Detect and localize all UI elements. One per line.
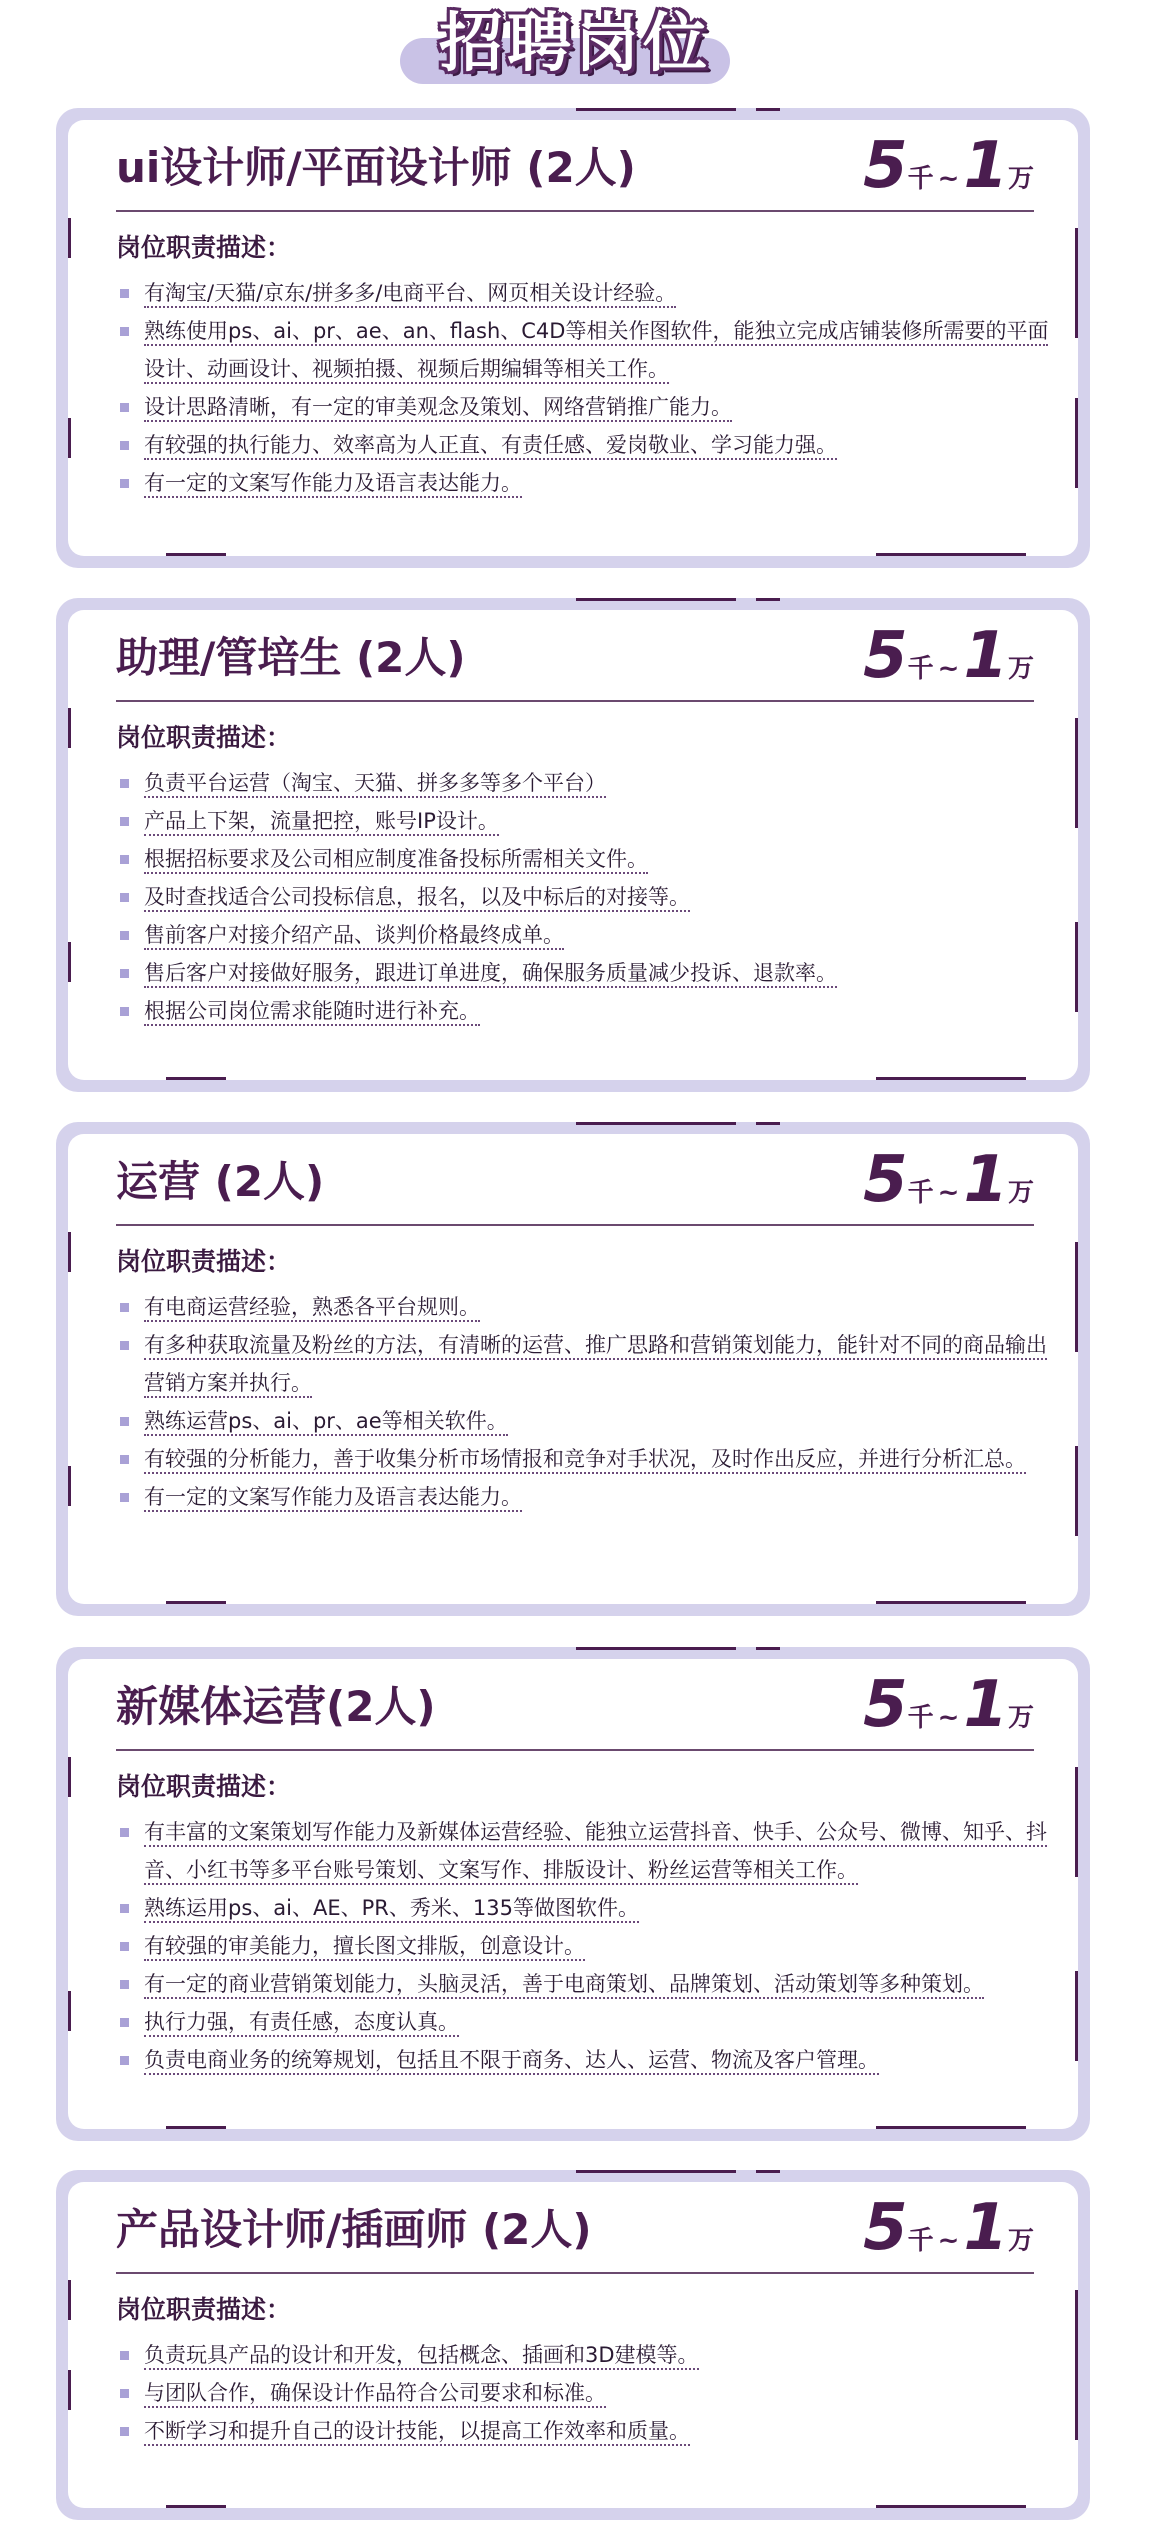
title-divider: [116, 1224, 1034, 1226]
decorative-bar: [68, 2280, 71, 2320]
duty-text: 熟练运用ps、ai、AE、PR、秀米、135等做图软件。: [144, 1896, 639, 1923]
decorative-bar: [1075, 228, 1078, 338]
decorative-bar: [68, 1232, 71, 1272]
duty-text: 有一定的商业营销策划能力，头脑灵活，善于电商策划、品牌策划、活动策划等多种策划。: [144, 1972, 984, 1999]
salary-max-unit: 万: [1007, 1703, 1034, 1733]
decorative-bar: [166, 2505, 226, 2508]
salary-range: [863, 2192, 1034, 2264]
list-item: [120, 464, 1050, 502]
bullet-icon: [120, 969, 129, 978]
decorative-bar: [1075, 398, 1078, 488]
list-item: [120, 274, 1050, 312]
duty-label: 岗位职责描述：: [116, 723, 292, 752]
list-item: [120, 1889, 1050, 1927]
decorative-bar: [1075, 718, 1078, 828]
list-item: [120, 2041, 1050, 2079]
duty-list: [120, 1288, 1050, 1516]
salary-max: 1: [963, 2191, 1008, 2265]
decorative-bar: [876, 2505, 1026, 2508]
bullet-icon: [120, 1904, 129, 1913]
duty-list: [120, 2336, 1050, 2450]
duty-text: 有一定的文案写作能力及语言表达能力。: [144, 1485, 522, 1512]
list-item: [120, 2374, 1050, 2412]
bullet-icon: [120, 779, 129, 788]
bullet-icon: [120, 855, 129, 864]
salary-min-unit: 千: [907, 2226, 934, 2256]
duty-text: 熟练运营ps、ai、pr、ae等相关软件。: [144, 1409, 508, 1436]
duty-text: 有淘宝/天猫/京东/拼多多/电商平台、网页相关设计经验。: [144, 281, 676, 308]
list-item: [120, 1326, 1050, 1402]
duty-text: 有较强的执行能力、效率高为人正直、有责任感、爱岗敬业、学习能力强。: [144, 433, 837, 460]
salary-max-unit: 万: [1007, 2226, 1034, 2256]
duty-text: 售后客户对接做好服务，跟进订单进度，确保服务质量减少投诉、退款率。: [144, 961, 837, 988]
duty-list: [120, 274, 1050, 502]
salary-min: 5: [863, 1668, 908, 1742]
duty-text: 有丰富的文案策划写作能力及新媒体运营经验、能独立运营抖音、快手、公众号、微博、知乎、抖音、小红书等多平台账号策划、文案写作、排版设计、粉丝运营等相关工作。: [144, 1820, 1047, 1885]
bullet-icon: [120, 327, 129, 336]
duty-text: 负责电商业务的统筹规划，包括且不限于商务、达人、运营、物流及客户管理。: [144, 2048, 879, 2075]
bullet-icon: [120, 1980, 129, 1989]
list-item: [120, 878, 1050, 916]
bullet-icon: [120, 2389, 129, 2398]
duty-list: [120, 1813, 1050, 2079]
duty-text: 根据公司岗位需求能随时进行补充。: [144, 999, 480, 1026]
list-item: [120, 764, 1050, 802]
list-item: [120, 1965, 1050, 2003]
duty-text: 售前客户对接介绍产品、谈判价格最终成单。: [144, 923, 564, 950]
decorative-bar: [876, 1077, 1026, 1080]
salary-separator: ~: [937, 2226, 960, 2256]
salary-min-unit: 千: [907, 1703, 934, 1733]
decorative-bar: [68, 708, 71, 748]
decorative-bar: [166, 553, 226, 556]
job-title: 新媒体运营(2人): [116, 1682, 436, 1731]
title-divider: [116, 700, 1034, 702]
duty-label: 岗位职责描述：: [116, 233, 292, 262]
duty-text: 有多种获取流量及粉丝的方法，有清晰的运营、推广思路和营销策划能力，能针对不同的商品输出营销方案并执行。: [144, 1333, 1047, 1398]
duty-label: 岗位职责描述：: [116, 2295, 292, 2324]
salary-max: 1: [963, 1668, 1008, 1742]
bullet-icon: [120, 1007, 129, 1016]
salary-max-unit: 万: [1007, 164, 1034, 194]
decorative-bar: [68, 1757, 71, 1797]
decorative-bar: [68, 2370, 71, 2410]
salary-min: 5: [863, 129, 908, 203]
decorative-bar: [1075, 1767, 1078, 1877]
bullet-icon: [120, 1417, 129, 1426]
bullet-icon: [120, 1455, 129, 1464]
decorative-bar: [876, 553, 1026, 556]
duty-text: 有电商运营经验，熟悉各平台规则。: [144, 1295, 480, 1322]
list-item: [120, 426, 1050, 464]
salary-range: [863, 130, 1034, 202]
duty-text: 执行力强，有责任感，态度认真。: [144, 2010, 459, 2037]
decorative-bar: [756, 598, 780, 601]
list-item: [120, 1813, 1050, 1889]
decorative-bar: [576, 2170, 736, 2173]
salary-range: [863, 620, 1034, 692]
list-item: [120, 802, 1050, 840]
bullet-icon: [120, 817, 129, 826]
list-item: [120, 916, 1050, 954]
bullet-icon: [120, 479, 129, 488]
salary-separator: ~: [937, 1178, 960, 1208]
bullet-icon: [120, 2351, 129, 2360]
bullet-icon: [120, 893, 129, 902]
duty-label: 岗位职责描述：: [116, 1247, 292, 1276]
list-item: [120, 954, 1050, 992]
title-divider: [116, 2272, 1034, 2274]
decorative-bar: [756, 1122, 780, 1125]
salary-max-unit: 万: [1007, 654, 1034, 684]
list-item: [120, 2336, 1050, 2374]
salary-min-unit: 千: [907, 654, 934, 684]
decorative-bar: [576, 108, 736, 111]
decorative-bar: [756, 108, 780, 111]
bullet-icon: [120, 2427, 129, 2436]
job-title: 助理/管培生 (2人): [116, 633, 466, 682]
list-item: [120, 1478, 1050, 1516]
duty-text: 及时查找适合公司投标信息，报名，以及中标后的对接等。: [144, 885, 690, 912]
decorative-bar: [576, 1647, 736, 1650]
job-title: 产品设计师/插画师 (2人): [116, 2205, 592, 2254]
duty-text: 不断学习和提升自己的设计技能，以提高工作效率和质量。: [144, 2419, 690, 2446]
job-card: [56, 1647, 1090, 2141]
duty-label: 岗位职责描述：: [116, 1772, 292, 1801]
salary-max: 1: [963, 129, 1008, 203]
bullet-icon: [120, 1341, 129, 1350]
job-title: ui设计师/平面设计师 (2人): [116, 143, 636, 192]
decorative-bar: [166, 1601, 226, 1604]
salary-range: [863, 1669, 1034, 1741]
decorative-bar: [1075, 2350, 1078, 2440]
bullet-icon: [120, 1493, 129, 1502]
duty-text: 与团队合作，确保设计作品符合公司要求和标准。: [144, 2381, 606, 2408]
decorative-bar: [1075, 1971, 1078, 2061]
duty-text: 根据招标要求及公司相应制度准备投标所需相关文件。: [144, 847, 648, 874]
bullet-icon: [120, 2056, 129, 2065]
job-card: [56, 108, 1090, 568]
salary-min-unit: 千: [907, 1178, 934, 1208]
decorative-bar: [68, 1466, 71, 1506]
bullet-icon: [120, 1942, 129, 1951]
page-header: [0, 0, 1150, 100]
decorative-bar: [756, 2170, 780, 2173]
duty-text: 有较强的分析能力，善于收集分析市场情报和竞争对手状况，及时作出反应，并进行分析汇总。: [144, 1447, 1026, 1474]
bullet-icon: [120, 1828, 129, 1837]
title-divider: [116, 1749, 1034, 1751]
decorative-bar: [68, 1991, 71, 2031]
bullet-icon: [120, 289, 129, 298]
job-card: [56, 2170, 1090, 2520]
bullet-icon: [120, 1303, 129, 1312]
list-item: [120, 1927, 1050, 1965]
decorative-bar: [68, 218, 71, 258]
bullet-icon: [120, 931, 129, 940]
salary-max-unit: 万: [1007, 1178, 1034, 1208]
decorative-bar: [166, 2126, 226, 2129]
salary-min: 5: [863, 619, 908, 693]
duty-text: 熟练使用ps、ai、pr、ae、an、flash、C4D等相关作图软件，能独立完成店铺装修所需要的平面设计、动画设计、视频拍摄、视频后期编辑等相关工作。: [144, 319, 1048, 384]
list-item: [120, 388, 1050, 426]
salary-min-unit: 千: [907, 164, 934, 194]
title-divider: [116, 210, 1034, 212]
duty-list: [120, 764, 1050, 1030]
salary-range: [863, 1144, 1034, 1216]
salary-min: 5: [863, 1143, 908, 1217]
decorative-bar: [576, 598, 736, 601]
salary-separator: ~: [937, 1703, 960, 1733]
salary-max: 1: [963, 619, 1008, 693]
salary-separator: ~: [937, 164, 960, 194]
list-item: [120, 1440, 1050, 1478]
duty-text: 负责玩具产品的设计和开发，包括概念、插画和3D建模等。: [144, 2343, 699, 2370]
list-item: [120, 1402, 1050, 1440]
salary-min: 5: [863, 2191, 908, 2265]
decorative-bar: [876, 1601, 1026, 1604]
decorative-bar: [1075, 922, 1078, 1012]
decorative-bar: [68, 942, 71, 982]
decorative-bar: [1075, 1242, 1078, 1352]
duty-text: 有一定的文案写作能力及语言表达能力。: [144, 471, 522, 498]
duty-text: 负责平台运营（淘宝、天猫、拼多多等多个平台）: [144, 771, 606, 798]
job-card: [56, 598, 1090, 1092]
duty-text: 设计思路清晰，有一定的审美观念及策划、网络营销推广能力。: [144, 395, 732, 422]
list-item: [120, 312, 1050, 388]
list-item: [120, 2003, 1050, 2041]
decorative-bar: [876, 2126, 1026, 2129]
decorative-bar: [756, 1647, 780, 1650]
job-card: [56, 1122, 1090, 1616]
list-item: [120, 1288, 1050, 1326]
bullet-icon: [120, 441, 129, 450]
duty-text: 有较强的审美能力，擅长图文排版，创意设计。: [144, 1934, 585, 1961]
decorative-bar: [166, 1077, 226, 1080]
decorative-bar: [68, 418, 71, 458]
salary-separator: ~: [937, 654, 960, 684]
list-item: [120, 992, 1050, 1030]
job-title: 运营 (2人): [116, 1157, 325, 1206]
decorative-bar: [1075, 1446, 1078, 1536]
salary-max: 1: [963, 1143, 1008, 1217]
decorative-bar: [576, 1122, 736, 1125]
duty-text: 产品上下架，流量把控，账号IP设计。: [144, 809, 499, 836]
page-title: 招聘岗位: [439, 7, 711, 81]
bullet-icon: [120, 2018, 129, 2027]
bullet-icon: [120, 403, 129, 412]
list-item: [120, 2412, 1050, 2450]
list-item: [120, 840, 1050, 878]
